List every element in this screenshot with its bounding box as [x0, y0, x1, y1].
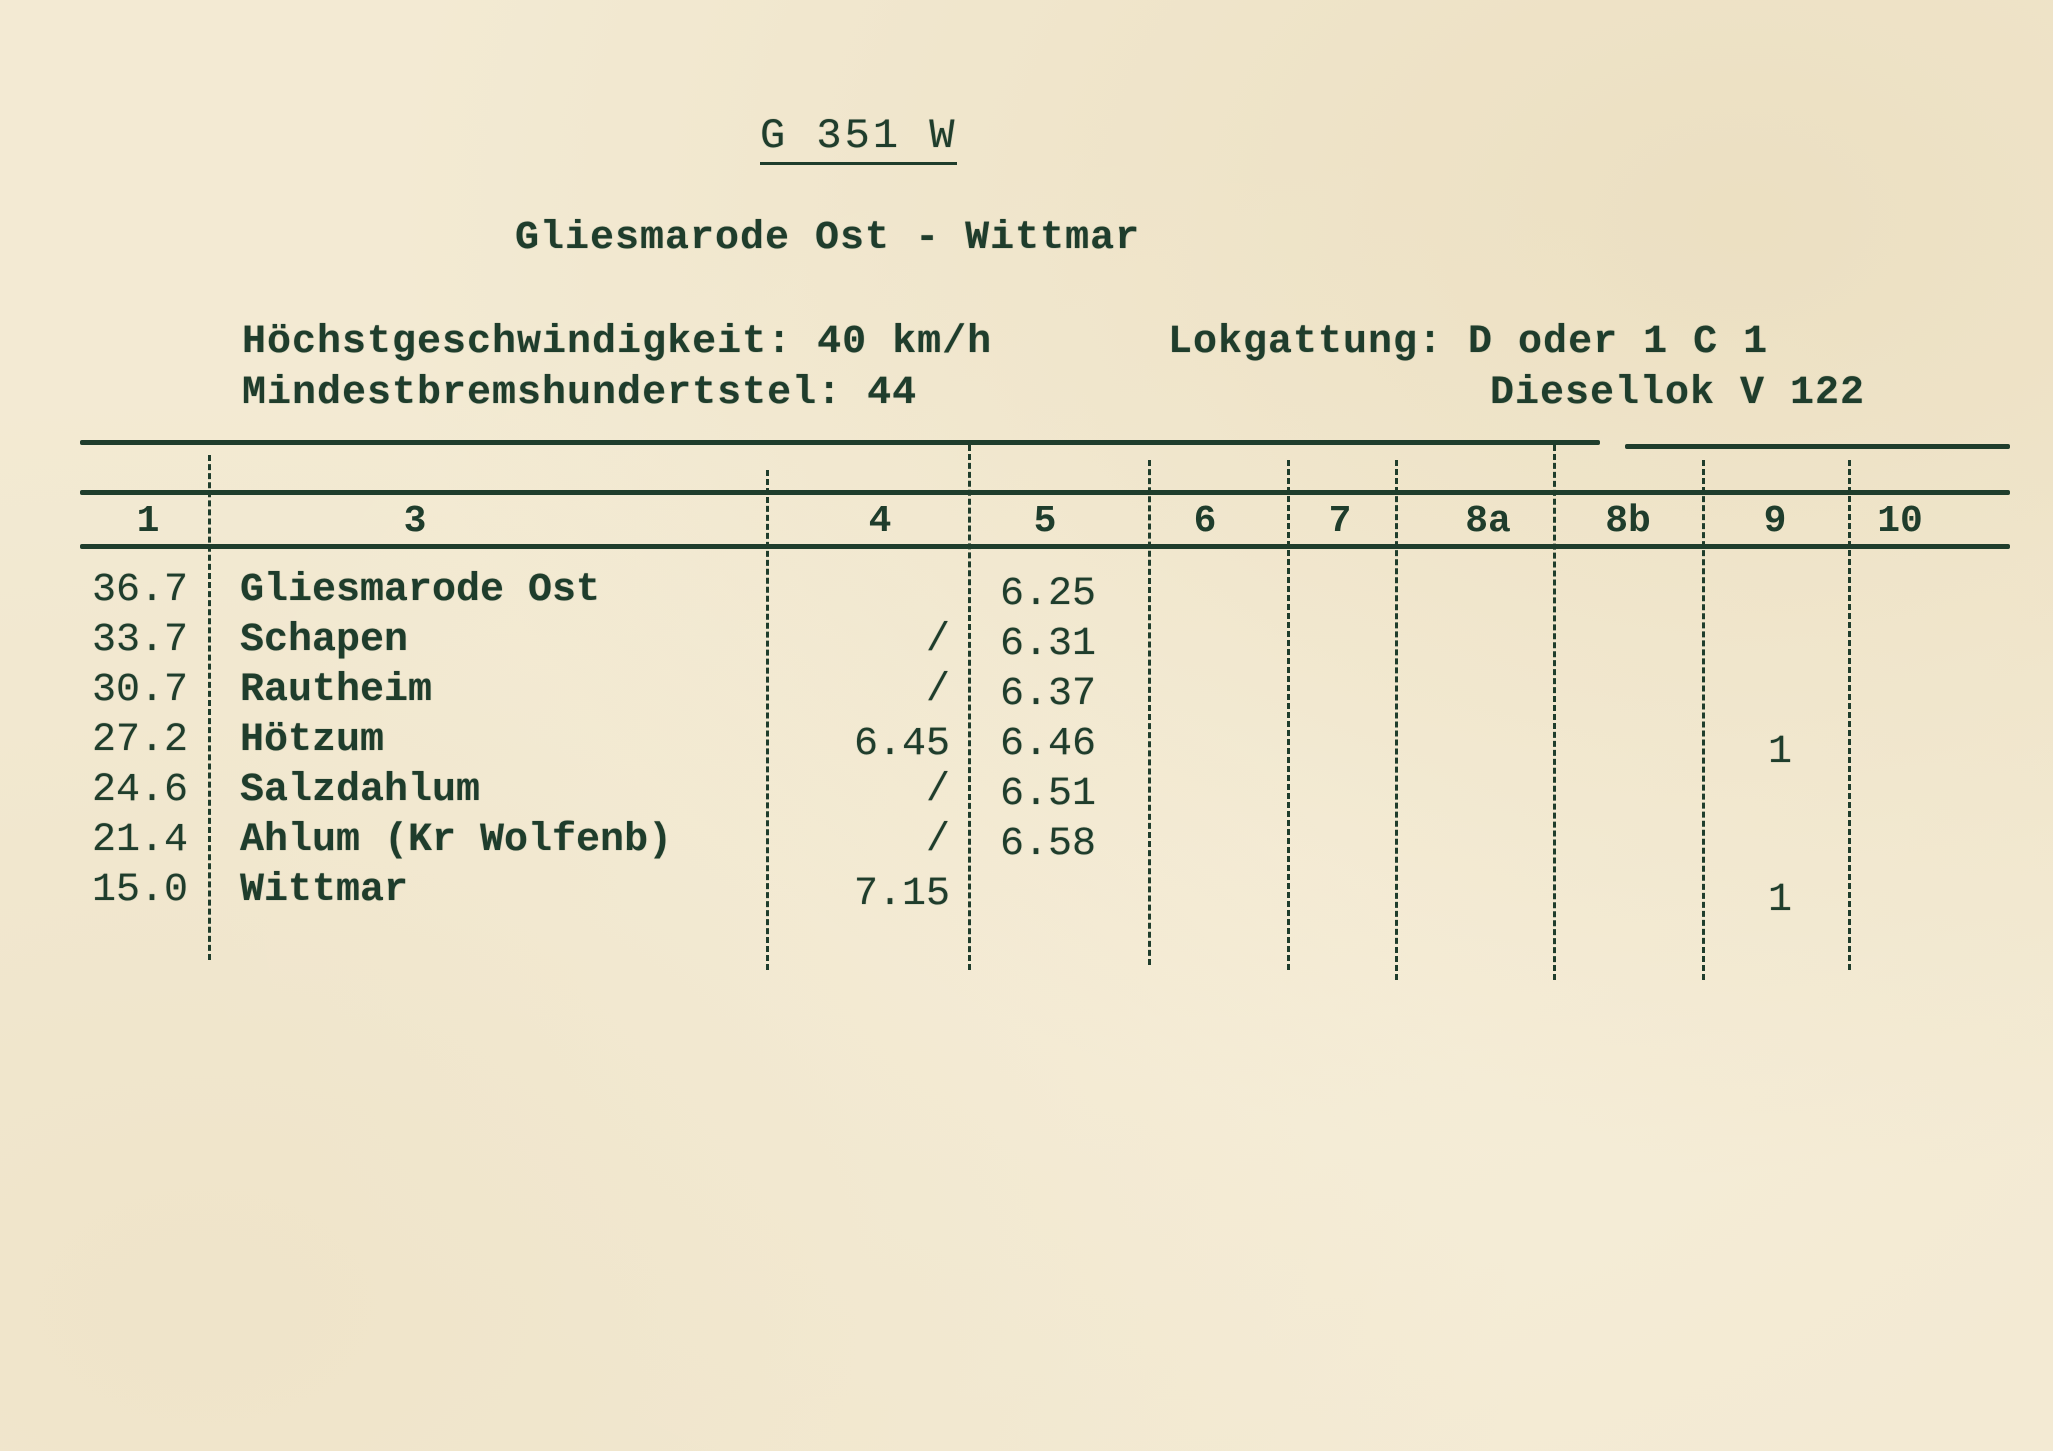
col-divider-1 — [208, 455, 211, 960]
brake-percent-label: Mindestbremshundertstel: 44 — [242, 371, 918, 416]
col-header-7: 7 — [1328, 500, 1352, 543]
row-arrival: / — [925, 818, 950, 863]
row-station: Schapen — [240, 618, 409, 663]
row-station: Rautheim — [240, 668, 433, 713]
col-divider-8 — [1702, 460, 1705, 980]
row-col9: 1 — [1767, 730, 1792, 775]
header-rule-bottom — [80, 544, 2010, 549]
row-station: Salzdahlum — [240, 768, 481, 813]
diesel-loco-label: Diesellok V 122 — [1490, 371, 1866, 416]
top-rule-right — [1625, 444, 2010, 449]
header-rule-top — [80, 490, 2010, 495]
row-arrival: 6.45 — [853, 722, 950, 767]
row-arrival: 7.15 — [853, 872, 950, 917]
col-divider-2 — [766, 470, 769, 970]
row-station: Ahlum (Kr Wolfenb) — [240, 818, 673, 863]
col-header-10: 10 — [1877, 500, 1923, 543]
row-departure: 6.51 — [1000, 772, 1097, 817]
row-arrival: / — [925, 668, 950, 713]
loco-class-label: Lokgattung: D oder 1 C 1 — [1168, 320, 1769, 365]
max-speed-label: Höchstgeschwindigkeit: 40 km/h — [242, 320, 993, 365]
row-departure: 6.37 — [1000, 672, 1097, 717]
row-col9: 1 — [1767, 878, 1792, 923]
row-km: 30.7 — [91, 668, 188, 713]
col-header-1: 1 — [136, 500, 160, 543]
top-rule-left — [80, 440, 1600, 445]
row-km: 27.2 — [91, 718, 188, 763]
row-arrival: / — [925, 768, 950, 813]
row-departure: 6.31 — [1000, 622, 1097, 667]
row-departure: 6.46 — [1000, 722, 1097, 767]
row-km: 15.0 — [91, 868, 188, 913]
col-divider-7 — [1553, 445, 1556, 980]
row-km: 21.4 — [91, 818, 188, 863]
row-km: 24.6 — [91, 768, 188, 813]
col-header-5: 5 — [1033, 500, 1057, 543]
row-departure: 6.58 — [1000, 822, 1097, 867]
row-arrival: / — [925, 618, 950, 663]
row-station: Hötzum — [240, 718, 385, 763]
route-line: Gliesmarode Ost - Wittmar — [515, 216, 1141, 261]
col-header-8b: 8b — [1605, 500, 1651, 543]
train-number-title: G 351 W — [760, 112, 957, 165]
col-divider-3 — [968, 445, 971, 970]
col-header-6: 6 — [1193, 500, 1217, 543]
col-header-9: 9 — [1763, 500, 1787, 543]
col-header-3: 3 — [403, 500, 427, 543]
col-header-4: 4 — [868, 500, 892, 543]
row-station: Gliesmarode Ost — [240, 568, 601, 613]
row-station: Wittmar — [240, 868, 409, 913]
row-km: 36.7 — [91, 568, 188, 613]
row-departure: 6.25 — [1000, 572, 1097, 617]
col-header-8a: 8a — [1465, 500, 1511, 543]
row-km: 33.7 — [91, 618, 188, 663]
